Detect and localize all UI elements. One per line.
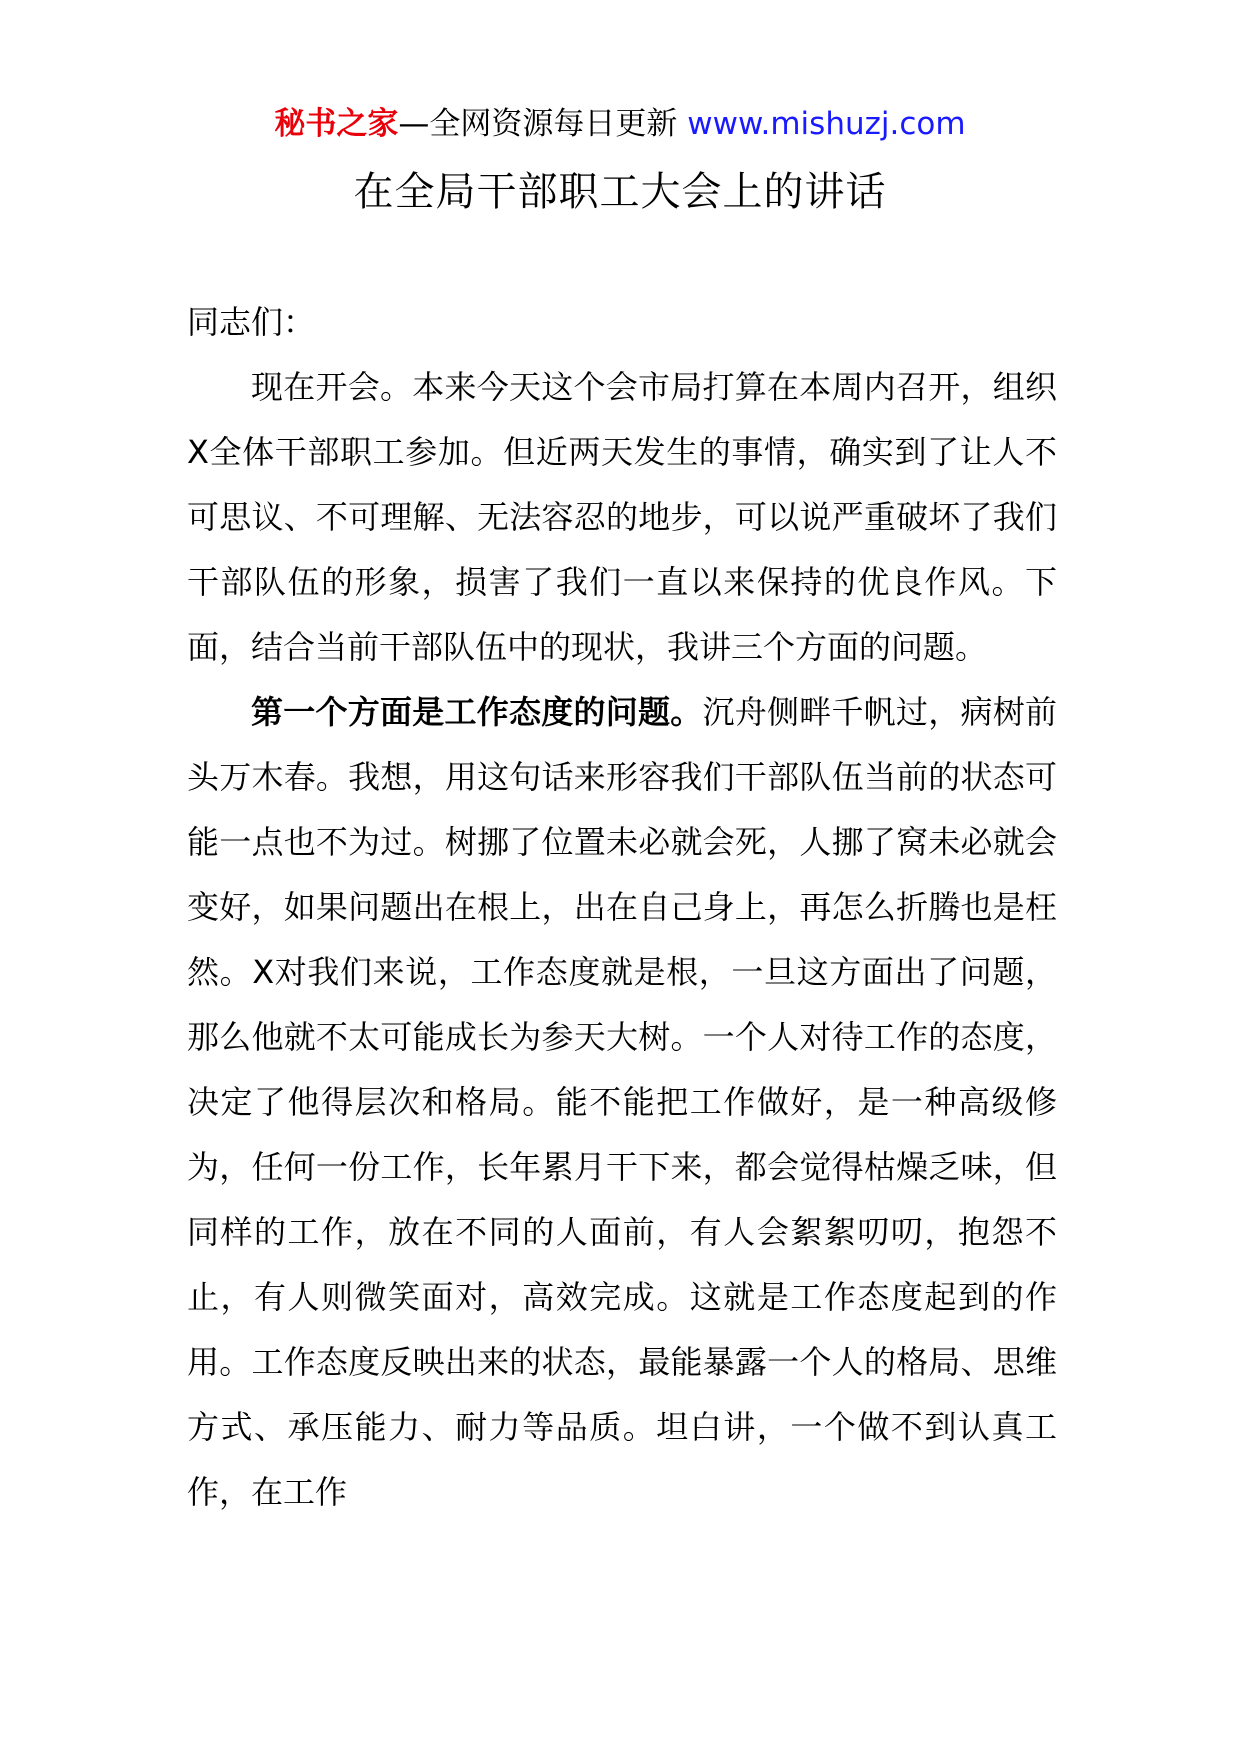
salutation: 同志们： bbox=[187, 303, 316, 341]
document-title: 在全局干部职工大会上的讲话 bbox=[353, 169, 887, 215]
document-body bbox=[187, 290, 1057, 1525]
paragraph-1: 现在开会。本来今天这个会市局打算在本周内召开，组织X全体干部职工参加。但近两天发生的事情，确实到了让人不可思议、不可理解、无法容忍的地步，可以说严重破坏了我们干部队伍的形象，损害了我们一直以来保持的优良作风。下面，结合当前干部队伍中的现状，我讲三个方面的问题。 bbox=[187, 368, 1057, 666]
banner-brand: 秘书之家 bbox=[274, 106, 399, 142]
site-banner bbox=[0, 100, 1240, 148]
paragraph-2-body: 沉舟侧畔千帆过，病树前头万木春。我想，用这句话来形容我们干部队伍当前的状态可能一点也不为过。树挪了位置未必就会死，人挪了窝未必就会变好，如果问题出在根上，出在自己身上，再怎么折腾也是枉然。X对我们来说，工作态度就是根，一旦这方面出了问题，那么他就不太可能成长为参天大树。一个人对待工作的态度，决定了他得层次和格局。能不能把工作做好，是一种高级修为，任何一份工作，长年累月干下来，都会觉得枯燥乏味，但同样的工作，放在不同的人面前，有人会絮絮叨叨，抱怨不止，有人则微笑面对，高效完成。这就是工作态度起到的作用。工作态度反映出来的状态，最能暴露一个人的格局、思维方式、承压能力、耐力等品质。坦白讲，一个做不到认真工作，在工作 bbox=[187, 693, 1057, 1511]
paragraph-2 bbox=[187, 680, 1057, 1525]
banner-url-link[interactable]: www.mishuzj.com bbox=[687, 106, 966, 142]
paragraph-2-lead: 第一个方面是工作态度的问题。 bbox=[251, 693, 703, 731]
banner-tagline: —全网资源每日更新 bbox=[398, 106, 678, 142]
